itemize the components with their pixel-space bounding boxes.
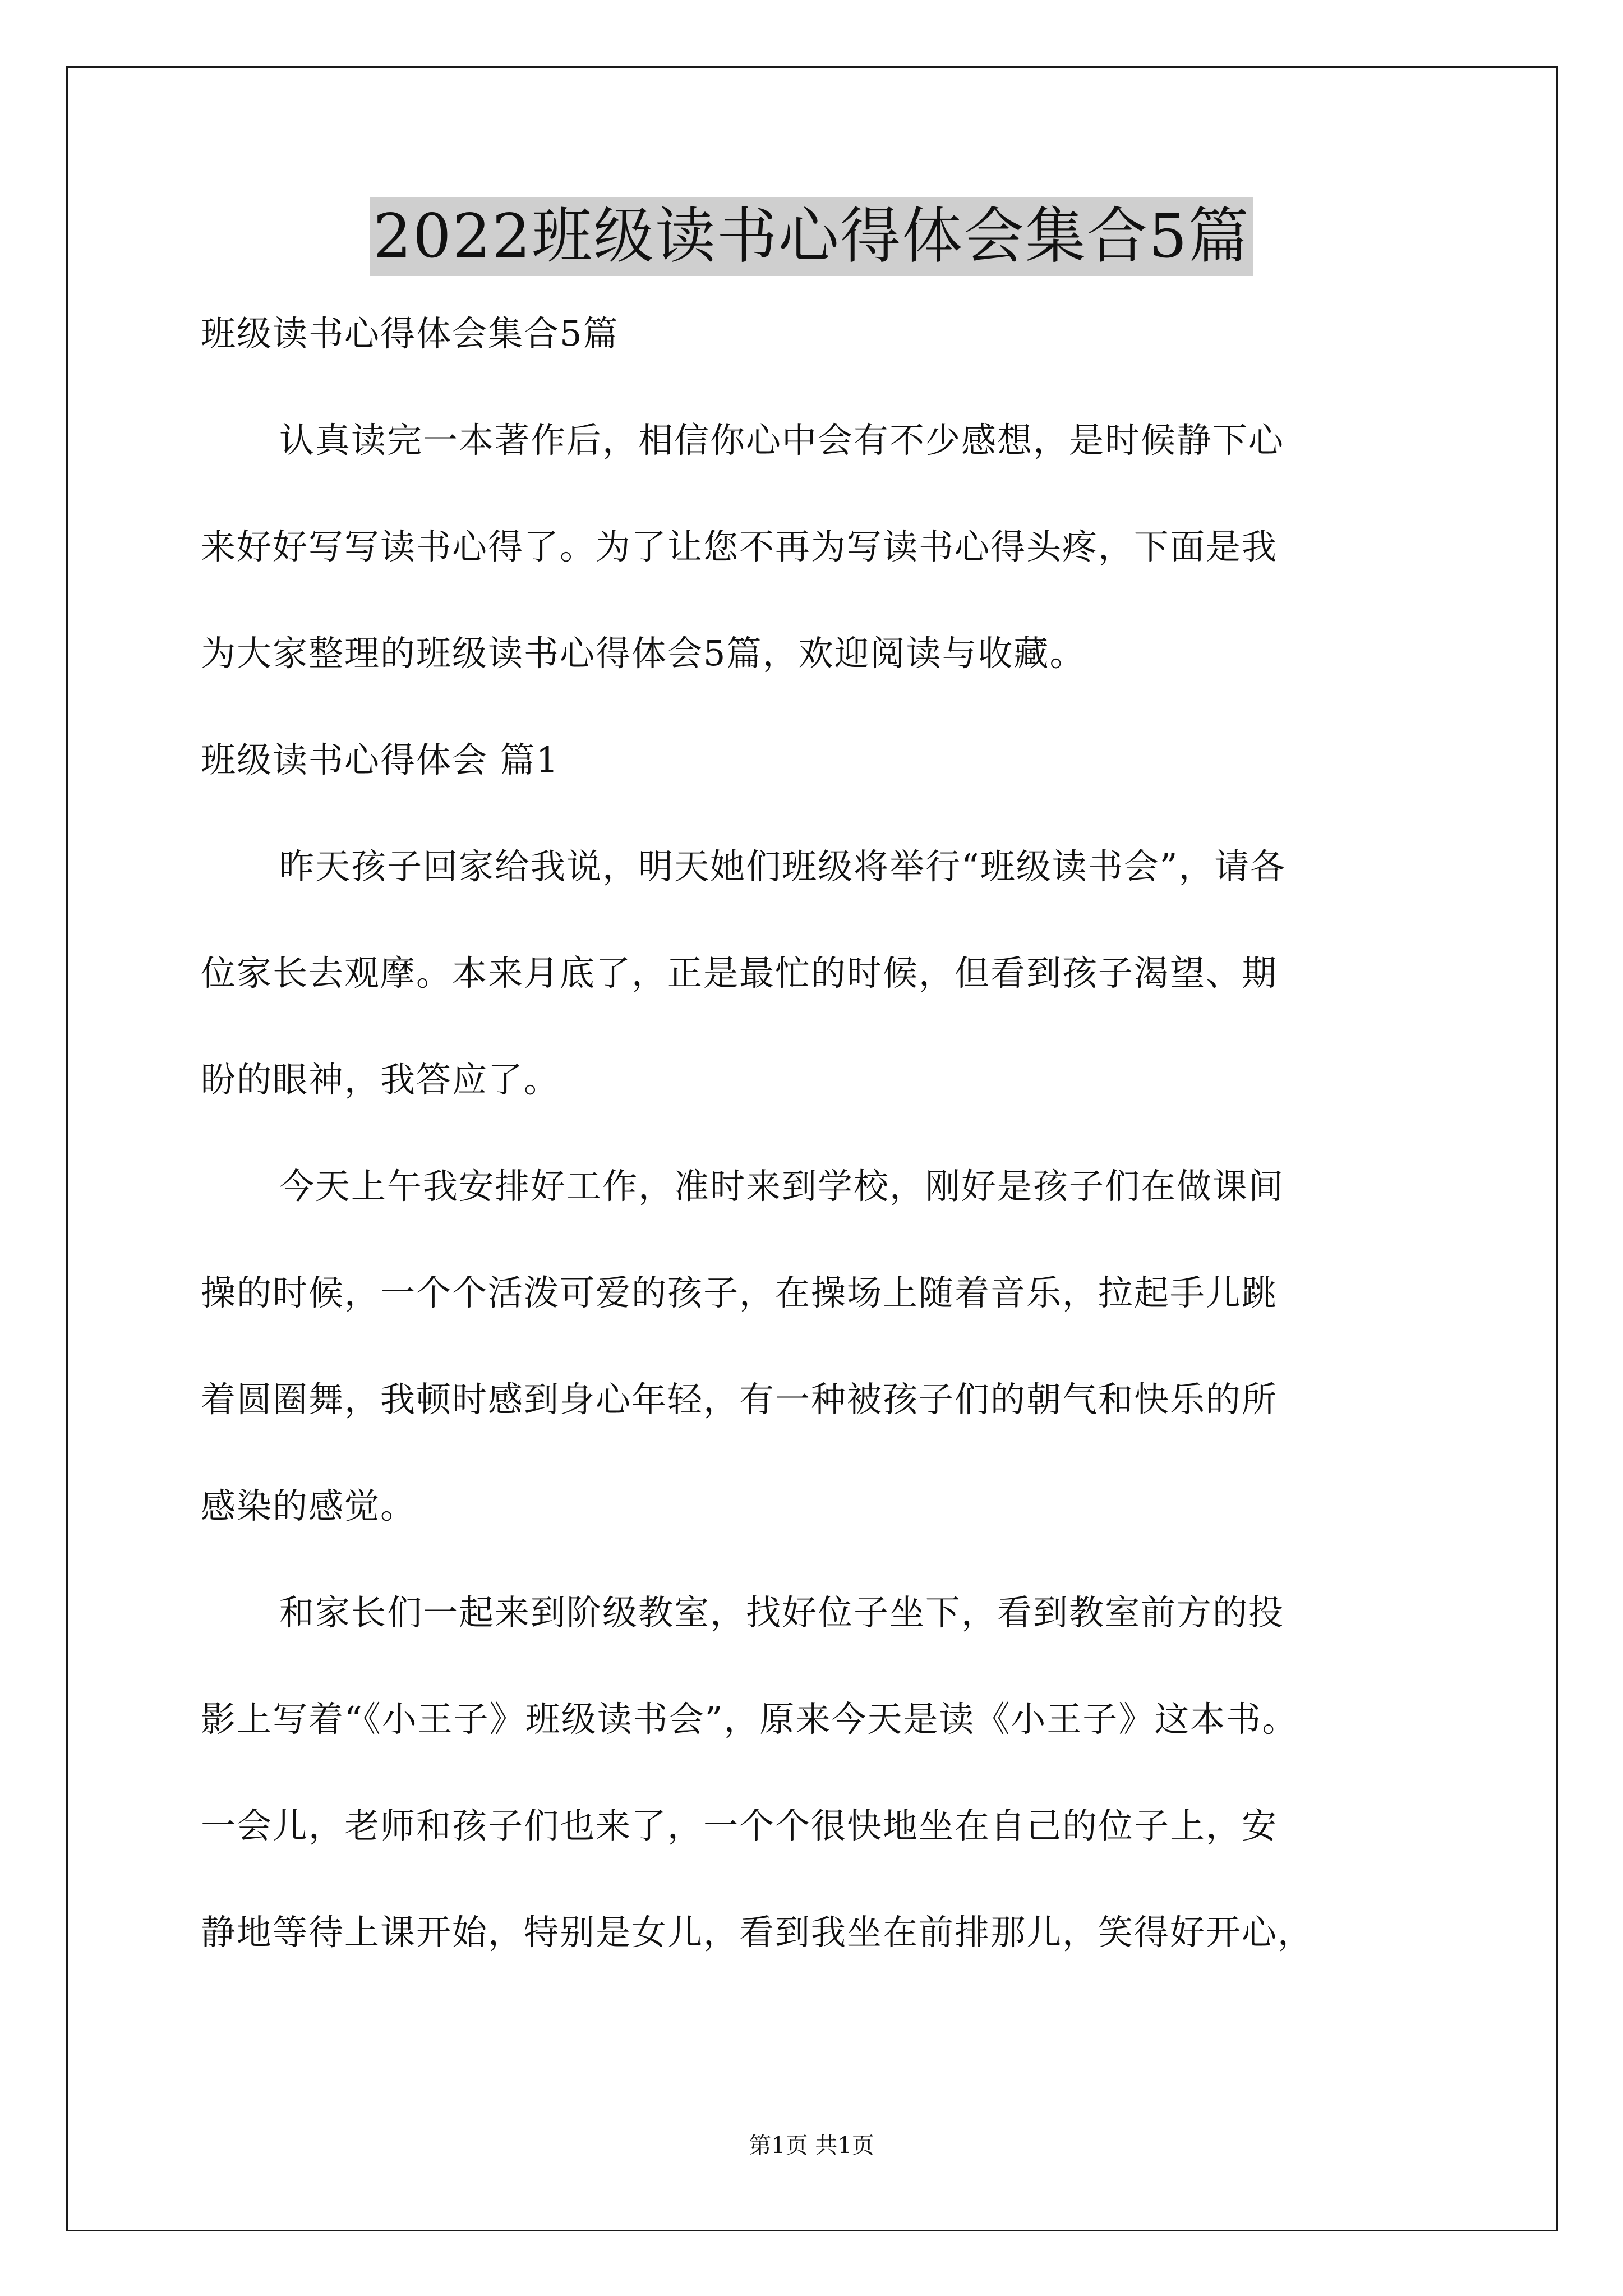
paragraph-line: 操的时候，一个个活泼可爱的孩子，在操场上随着音乐，拉起手儿跳 <box>201 1272 1278 1313</box>
subtitle-line: 班级读书心得体会集合5篇 <box>201 313 619 354</box>
paragraph-line: 着圆圈舞，我顿时感到身心年轻，有一种被孩子们的朝气和快乐的所 <box>201 1379 1278 1420</box>
paragraph-line: 认真读完一本著作后，相信你心中会有不少感想，是时候静下心 <box>279 420 1285 461</box>
paragraph-line: 感染的感觉。 <box>201 1485 417 1526</box>
paragraph-line: 位家长去观摩。本来月底了，正是最忙的时候，但看到孩子渴望、期 <box>201 953 1278 993</box>
page-border <box>66 66 1558 2231</box>
page-footer: 第1页 共1页 <box>749 2133 874 2159</box>
paragraph-line: 来好好写写读书心得了。为了让您不再为写读书心得头疼，下面是我 <box>201 526 1278 567</box>
paragraph-line: 和家长们一起来到阶级教室，找好位子坐下，看到教室前方的投 <box>279 1592 1285 1633</box>
paragraph-line: 盼的眼神，我答应了。 <box>201 1059 560 1100</box>
title-container <box>0 197 1623 276</box>
paragraph-line: 影上写着“《小王子》班级读书会”，原来今天是读《小王子》这本书。 <box>201 1699 1298 1740</box>
paragraph-line: 今天上午我安排好工作，准时来到学校，刚好是孩子们在做课间 <box>279 1166 1285 1207</box>
section-heading: 班级读书心得体会 篇1 <box>201 739 560 780</box>
paragraph-line: 昨天孩子回家给我说，明天她们班级将举行“班级读书会”，请各 <box>279 846 1287 887</box>
paragraph-line: 静地等待上课开始，特别是女儿，看到我坐在前排那儿，笑得好开心， <box>201 1912 1314 1953</box>
paragraph-line: 为大家整理的班级读书心得体会5篇，欢迎阅读与收藏。 <box>201 633 1086 674</box>
paragraph-line: 一会儿，老师和孩子们也来了，一个个很快地坐在自己的位子上，安 <box>201 1805 1278 1846</box>
document-title: 2022班级读书心得体会集合5篇 <box>370 197 1253 276</box>
